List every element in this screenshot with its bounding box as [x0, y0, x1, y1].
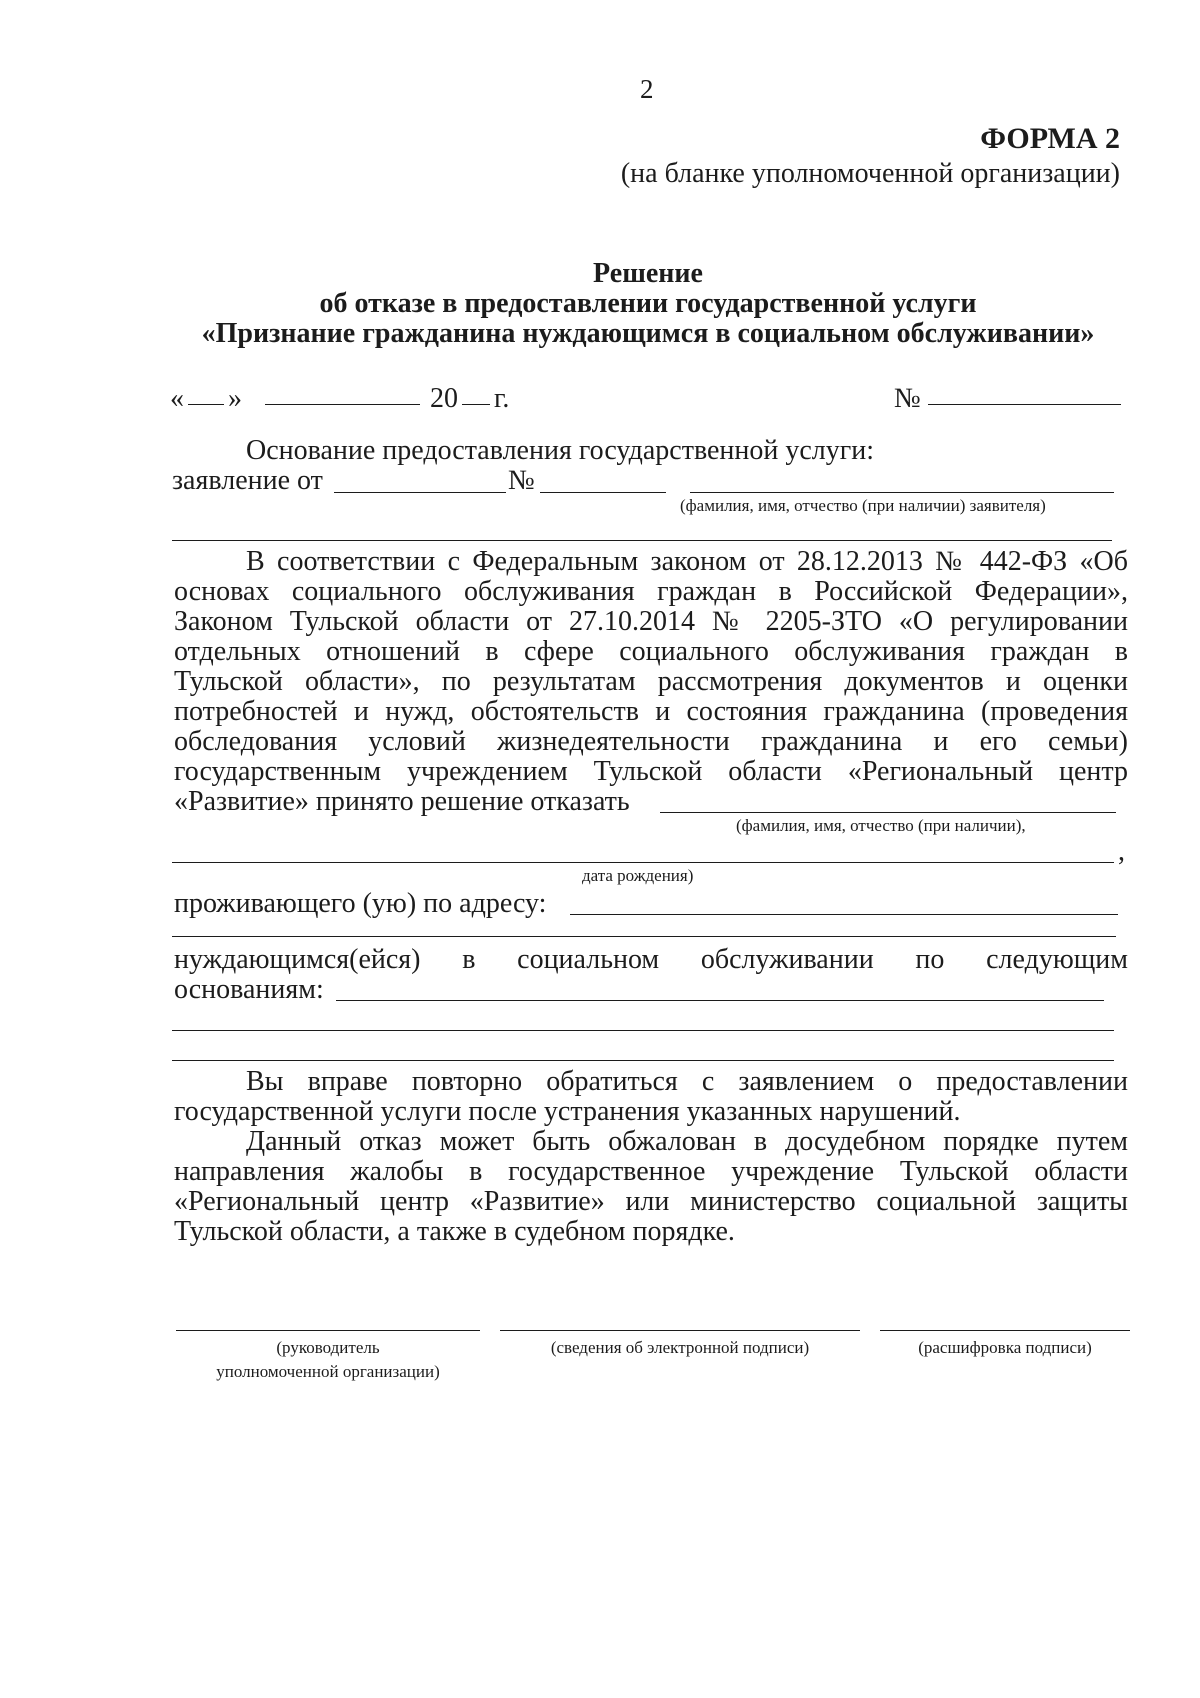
month-blank — [265, 404, 420, 405]
decoding-caption: (расшифровка подписи) — [918, 1338, 1092, 1357]
birth-date-blank — [172, 862, 1114, 863]
year-blank — [462, 404, 490, 405]
birth-caption: дата рождения) — [582, 866, 694, 885]
day-blank — [188, 404, 224, 405]
page-number: 2 — [640, 74, 654, 104]
decoding-line — [880, 1330, 1130, 1331]
address-blank — [570, 914, 1118, 915]
date-open-quote: « — [170, 383, 184, 414]
body-line-2: основах социального обслуживания граждан в Российской Федерации», — [174, 576, 1128, 607]
applicant-continue-blank — [172, 540, 1112, 541]
decision-number-label: № — [894, 383, 921, 414]
needing-line: нуждающимся(ейся) в социальном обслуживании по следующим — [174, 944, 1128, 975]
application-date-blank — [334, 492, 506, 493]
address-continue-blank — [172, 936, 1116, 937]
service-name: «Признание гражданина нуждающимся в социальном обслуживании» — [201, 318, 1095, 349]
head-caption-line-2: уполномоченной организации) — [216, 1362, 440, 1381]
decision-heading: Решение — [593, 258, 703, 289]
date-close-quote: » — [228, 383, 242, 414]
applicant-name-blank — [690, 492, 1114, 493]
grounds-blank-2 — [172, 1030, 1114, 1031]
year-prefix: 20 — [430, 383, 458, 414]
esign-caption: (сведения об электронной подписи) — [550, 1338, 810, 1357]
year-suffix: г. — [494, 383, 510, 414]
grounds-blank-1 — [336, 1000, 1104, 1001]
basis-text: Основание предоставления государственной услуги: — [246, 435, 875, 466]
esign-line — [500, 1330, 860, 1331]
form-note: (на бланке уполномоченной организации) — [620, 158, 1120, 189]
appeal-line-4: Тульской области, а также в судебном порядке. — [174, 1216, 735, 1247]
appeal-line-2: направления жалобы в государственное учреждение Тульской области — [174, 1156, 1128, 1187]
application-number-label: № — [508, 465, 535, 496]
body-line-1: В соответствии с Федеральным законом от 28.12.2013 № 442-ФЗ «Об — [246, 546, 1128, 577]
body-line-5: Тульской области», по результатам рассмотрения документов и оценки — [174, 666, 1128, 697]
decision-subheading: об отказе в предоставлении государственной услуги — [319, 288, 977, 319]
body-line-7: обследования условий жизнедеятельности гражданина и его семьи) — [174, 726, 1128, 757]
body-line-3: Законом Тульской области от 27.10.2014 № 2205-ЗТО «О регулировании — [174, 606, 1128, 637]
applicant-caption: (фамилия, имя, отчество (при наличии) заявителя) — [680, 496, 1046, 515]
appeal-line-3: «Региональный центр «Развитие» или министерство социальной защиты — [174, 1186, 1128, 1217]
head-caption-line-1: (руководитель — [276, 1338, 380, 1357]
person-caption: (фамилия, имя, отчество (при наличии), — [736, 816, 1026, 835]
refused-person-blank — [660, 812, 1116, 813]
comma: , — [1118, 836, 1125, 867]
address-label: проживающего (ую) по адресу: — [174, 888, 547, 919]
form-title: ФОРМА 2 — [980, 122, 1120, 155]
retry-line-1: Вы вправе повторно обратиться с заявлением о предоставлении — [246, 1066, 1128, 1097]
grounds-blank-3 — [172, 1060, 1114, 1061]
body-line-6: потребностей и нужд, обстоятельств и состояния гражданина (проведения — [174, 696, 1128, 727]
decision-number-blank — [928, 404, 1121, 405]
body-line-8: государственным учреждением Тульской области «Региональный центр — [174, 756, 1128, 787]
grounds-label: основаниям: — [174, 974, 324, 1005]
head-signature-line — [176, 1330, 480, 1331]
appeal-line-1: Данный отказ может быть обжалован в досудебном порядке путем — [246, 1126, 1128, 1157]
body-line-9: «Развитие» принято решение отказать — [174, 786, 630, 817]
retry-line-2: государственной услуги после устранения указанных нарушений. — [174, 1096, 961, 1127]
application-number-blank — [540, 492, 666, 493]
body-line-4: отдельных отношений в сфере социального обслуживания граждан в — [174, 636, 1128, 667]
application-from-label: заявление от — [172, 465, 323, 496]
